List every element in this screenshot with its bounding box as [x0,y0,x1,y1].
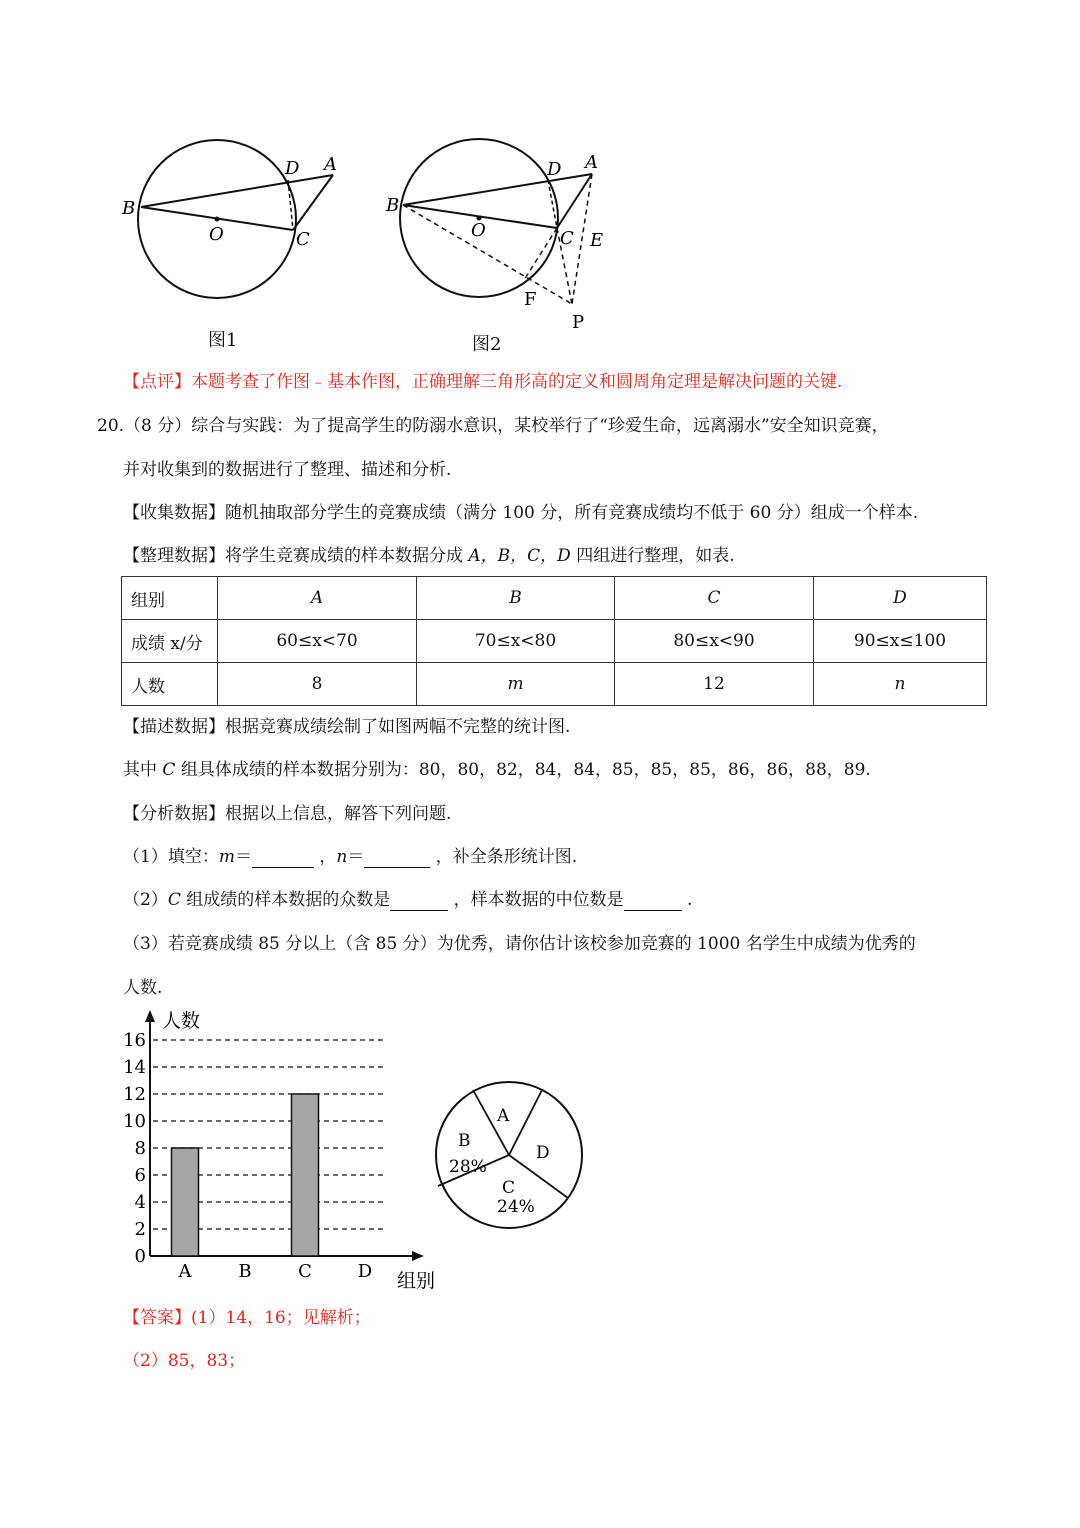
fig2-label-F: F [524,289,537,310]
fig2-label-E: E [590,230,604,251]
bar-chart-xlabel: 组别 [397,1270,436,1292]
answer-line1: 【答案】(1）14，16；见解析； [123,1308,371,1328]
fig2-label-A: A [585,152,598,173]
c-group-pre: 其中 [123,760,163,780]
q1-prefix: （1）填空： [123,847,219,867]
q1-sep: ， [313,847,337,867]
table-cell: B [417,577,615,620]
table-cell: 12 [615,663,814,706]
question-1 [123,846,577,868]
q2-median-text: ，样本数据的中位数是 [448,890,624,910]
score-table [121,576,987,706]
pie-chart [430,1075,590,1235]
pie-slice-B-label: B [458,1131,471,1151]
fig1-label-A: A [324,154,337,175]
question-2 [123,889,692,911]
fig2-label-O: O [471,220,486,241]
x-category-label: B [238,1261,252,1282]
c-group-post: 组具体成绩的样本数据分别为：80，80，82，84，84，85，85，85，86，86，88，89. [175,760,871,780]
fig2-label-D: D [547,159,562,180]
y-tick-label: 2 [134,1219,146,1240]
c-group-letter: C [162,760,176,780]
table-cell: m [417,663,615,706]
q1-n-var: n [336,847,348,867]
analyze-data-text: 【分析数据】根据以上信息，解答下列问题. [123,804,452,824]
answer-line2: （2）85，83； [123,1351,246,1371]
bar-A [172,1148,199,1256]
table-cell: 80≤x<90 [615,620,814,663]
describe-data-text: 【描述数据】根据竞赛成绩绘制了如图两幅不完整的统计图. [123,717,571,737]
median-answer-blank[interactable] [624,894,682,911]
review-comment: 【点评】本题考查了作图﹣基本作图，正确理解三角形高的定义和圆周角定理是解决问题的关键. [123,372,843,392]
table-header-count: 人数 [122,663,218,706]
table-row [122,577,987,620]
q2-c-var: C [167,890,181,910]
fig1-label-B: B [122,198,136,219]
m-answer-blank[interactable] [252,851,314,868]
collect-data-text: 【收集数据】随机抽取部分学生的竞赛成绩（满分 100 分，所有竞赛成绩均不低于 60 分）组成一个样本. [123,503,919,523]
y-tick-label: 4 [134,1192,146,1213]
organize-pre: 【整理数据】将学生竞赛成绩的样本数据分成 [123,546,469,566]
bar-C [292,1094,319,1256]
table-cell: C [615,577,814,620]
pie-slice-A-label: A [497,1106,510,1126]
table-row [122,663,987,706]
q2-prefix: （2） [123,890,168,910]
y-tick-label: 12 [123,1084,146,1105]
pie-slice-C-label: C [502,1178,516,1198]
q1-end: ，补全条形统计图. [430,847,578,867]
question-intro-line2: 并对收集到的数据进行了整理、描述和分析. [123,460,452,480]
figure-1-caption: 图1 [208,330,238,351]
table-cell: 8 [218,663,417,706]
question-intro-line1: 20.（8 分）综合与实践：为了提高学生的防溺水意识，某校举行了“珍爱生命，远离溺水”安全知识竞赛， [97,416,889,436]
organize-post: 四组进行整理，如表. [570,546,735,566]
q1-m-var: m [218,847,235,867]
table-cell: A [218,577,417,620]
bar-chart-ylabel: 人数 [162,1010,201,1032]
y-tick-label: 8 [134,1138,146,1159]
organize-groups: A，B，C，D [468,546,571,566]
mode-answer-blank[interactable] [390,894,448,911]
fig1-label-D: D [285,158,300,179]
table-cell: 90≤x≤100 [814,620,987,663]
bar-chart [110,1005,440,1295]
table-cell: D [814,577,987,620]
fig2-label-B: B [386,195,400,216]
fig1-label-O: O [209,224,224,245]
pie-slice-C-percent: 24% [497,1197,535,1217]
q2-mode-text: 组成绩的样本数据的众数是 [180,890,391,910]
pie-slice-B-percent: 28% [449,1157,487,1177]
fig2-label-C: C [560,228,574,249]
y-tick-label: 16 [123,1030,146,1051]
table-row [122,620,987,663]
table-cell: 70≤x<80 [417,620,615,663]
organize-data-text [123,545,735,567]
y-tick-label: 14 [123,1057,146,1078]
figure-2-circle-diagram [380,130,620,340]
c-group-data-text [123,759,871,781]
pie-slice-D-label: D [536,1143,550,1163]
x-category-label: C [298,1261,312,1282]
figure-2-caption: 图2 [472,334,502,355]
table-cell: 60≤x<70 [218,620,417,663]
table-header-score: 成绩 x/分 [122,620,218,663]
y-tick-label: 10 [123,1111,146,1132]
fig2-label-P: P [572,312,585,333]
figure-1-circle-diagram [110,130,360,310]
n-answer-blank[interactable] [364,851,430,868]
q2-end: . [681,890,693,910]
y-tick-label: 6 [134,1165,146,1186]
question-3-line2: 人数. [123,978,163,998]
table-cell: n [814,663,987,706]
q1-eq2: ＝ [347,847,365,867]
y-tick-label: 0 [134,1246,146,1267]
q1-eq1: ＝ [234,847,252,867]
x-category-label: A [178,1261,192,1282]
table-header-group: 组别 [122,577,218,620]
fig1-label-C: C [296,229,310,250]
x-category-label: D [357,1261,373,1282]
question-3-line1: （3）若竞赛成绩 85 分以上（含 85 分）为优秀，请你估计该校参加竞赛的 1000 名学生中成绩为优秀的 [123,934,916,954]
